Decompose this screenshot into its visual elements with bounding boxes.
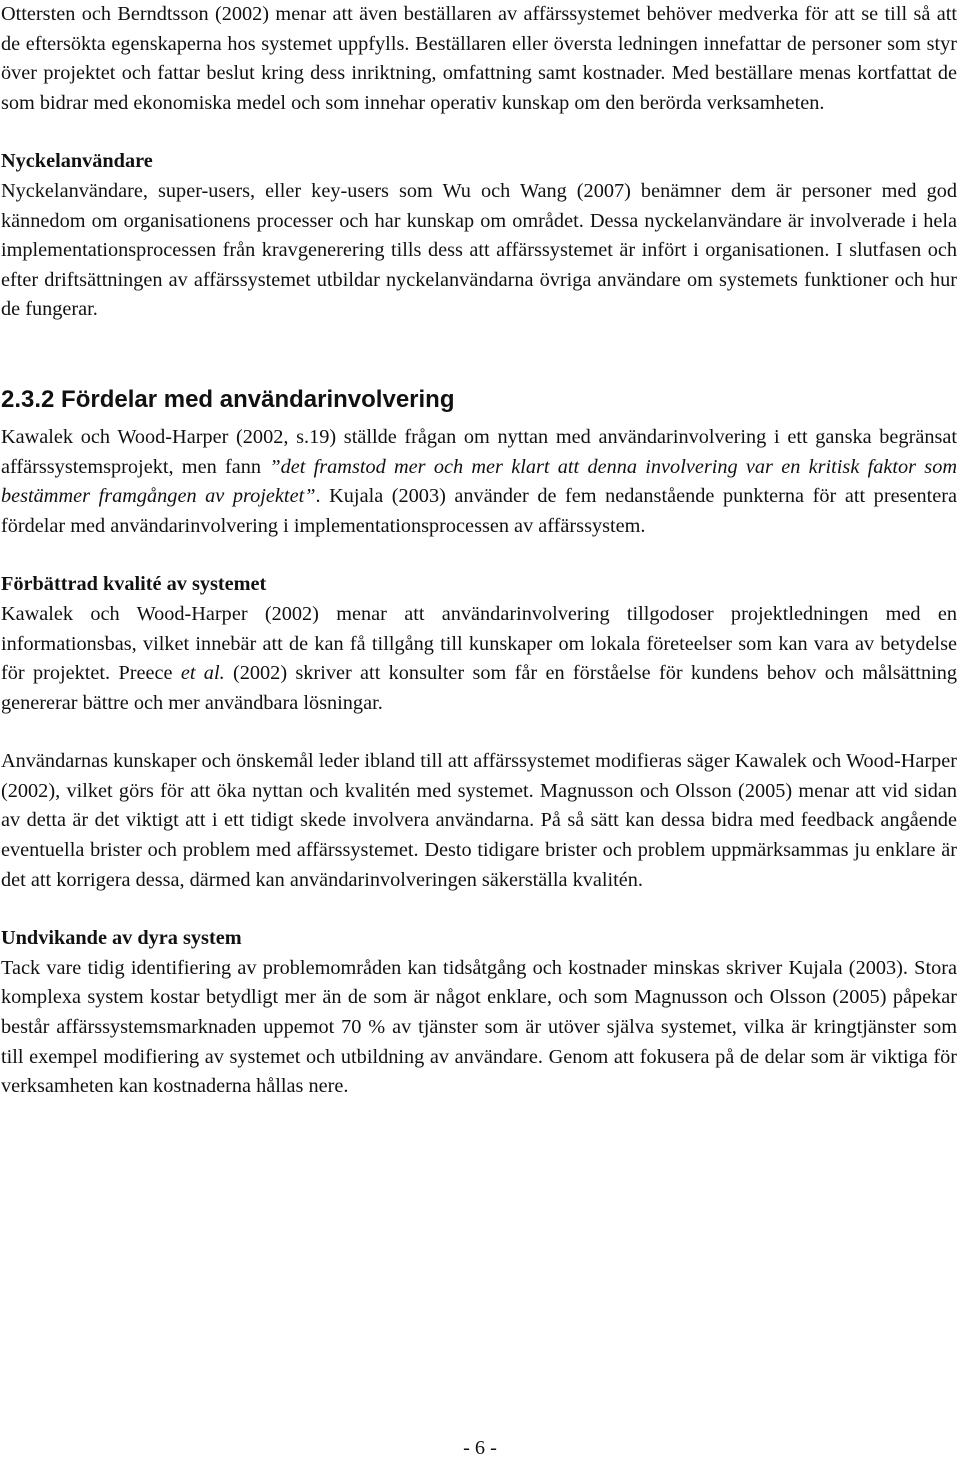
heading-nyckelanvandare: Nyckelanvändare (1, 150, 153, 173)
text-run: Kawalek och Wood-Harper (2002, s.19) ställde frågan om nyttan med användarinvolvering i ett ganska begränsat affärssystemsprojekt, men fann (1, 425, 957, 478)
paragraph-fordelar-intro (1, 423, 957, 541)
paragraph-kvalite (1, 600, 957, 718)
text-run: Kawalek och Wood-Harper (2002) menar att användarinvolvering tillgodoser projektledningen med en informationsbas, vilket innebär att de kan få tillgång till kunskaper om lokala företeelser som kan vara av betydelse för projektet. Preece (1, 602, 957, 685)
et-al-emphasis: et al. (180, 662, 225, 685)
section-dyra-system (1, 924, 957, 1102)
section-nyckelanvandare (1, 147, 957, 325)
page-number: - 6 - (463, 1437, 497, 1459)
paragraph-nyckelanvandare: Nyckelanvändare, super-users, eller key-users som Wu och Wang (2007) benämner dem är personer med god kännedom om organisationens processer och har kunskap om området. Dessa nyckelanvändare är involverade i hela implementationsprocessen från kravgenerering tills dess att affärssystemet är infört i organisationen. I slutfasen och efter driftsättningen av affärssystemet utbildar nyckelanvändarna övriga användare om systemets funktioner och hur de fungerar. (1, 179, 957, 321)
heading-kvalite: Förbättrad kvalité av systemet (1, 573, 267, 596)
section-kvalite (1, 570, 957, 718)
text-run: (2002) skriver att konsulter som får en förståelse för kundens behov och målsättning genererar bättre och mer användbara lösningar. (1, 662, 958, 714)
paragraph-anvandarnas-kunskaper: Användarnas kunskaper och önskemål leder ibland till att affärssystemet modifieras säger Kawalek och Wood-Harper (2002), vilket görs för att öka nyttan och kvalitén med systemet. Magnusson och Olsson (2005) menar att vid sidan av detta är det viktigt att i ett tidigt skede involvera användarna. På så sätt kan dessa bidra med feedback angående eventuella brister och problem med affärssystemet. Desto tidigare brister och problem uppmärksammas ju enklare är det att korrigera dessa, därmed kan användarinvolveringen säkerställa kvalitén. (1, 750, 957, 891)
heading-dyra-system: Undvikande av dyra system (1, 927, 242, 950)
section-heading-fordelar: 2.3.2 Fördelar med användarinvolvering (1, 385, 455, 413)
paragraph-bestallare: Ottersten och Berndtsson (2002) menar att även beställaren av affärssystemet behöver medverka för att se till så att de eftersökta egenskaperna hos systemet uppfylls. Beställaren eller översta ledningen innefattar de personer som styr över projektet och fattar beslut kring dess inriktning, omfattning samt kostnader. Med beställare menas kortfattat de som bidrar med ekonomiska medel och som innehar operativ kunskap om den berörda verksamheten. (1, 3, 957, 114)
text-run: . Kujala (2003) använder de fem nedanstående punkterna för att presentera fördelar med användarinvolvering i implementationsprocessen av affärssystem. (1, 485, 958, 537)
quote-emphasis: ”det framstod mer och mer klart att denna involvering var en kritisk faktor som bestämmer framgången av projektet” (1, 455, 957, 508)
paragraph-dyra-system: Tack vare tidig identifiering av problemområden kan tidsåtgång och kostnader minskas skriver Kujala (2003). Stora komplexa system kostar betydligt mer än de som är något enklare, och som Magnusson och Olsson (2005) påpekar består affärssystemsmarknaden uppemot 70 % av tjänster som är utöver själva systemet, vilka är kringtjänster som till exempel modifiering av systemet och utbildning av användare. Genom att fokusera på de delar som är viktiga för verksamheten kan kostnaderna hållas nere. (1, 956, 957, 1098)
